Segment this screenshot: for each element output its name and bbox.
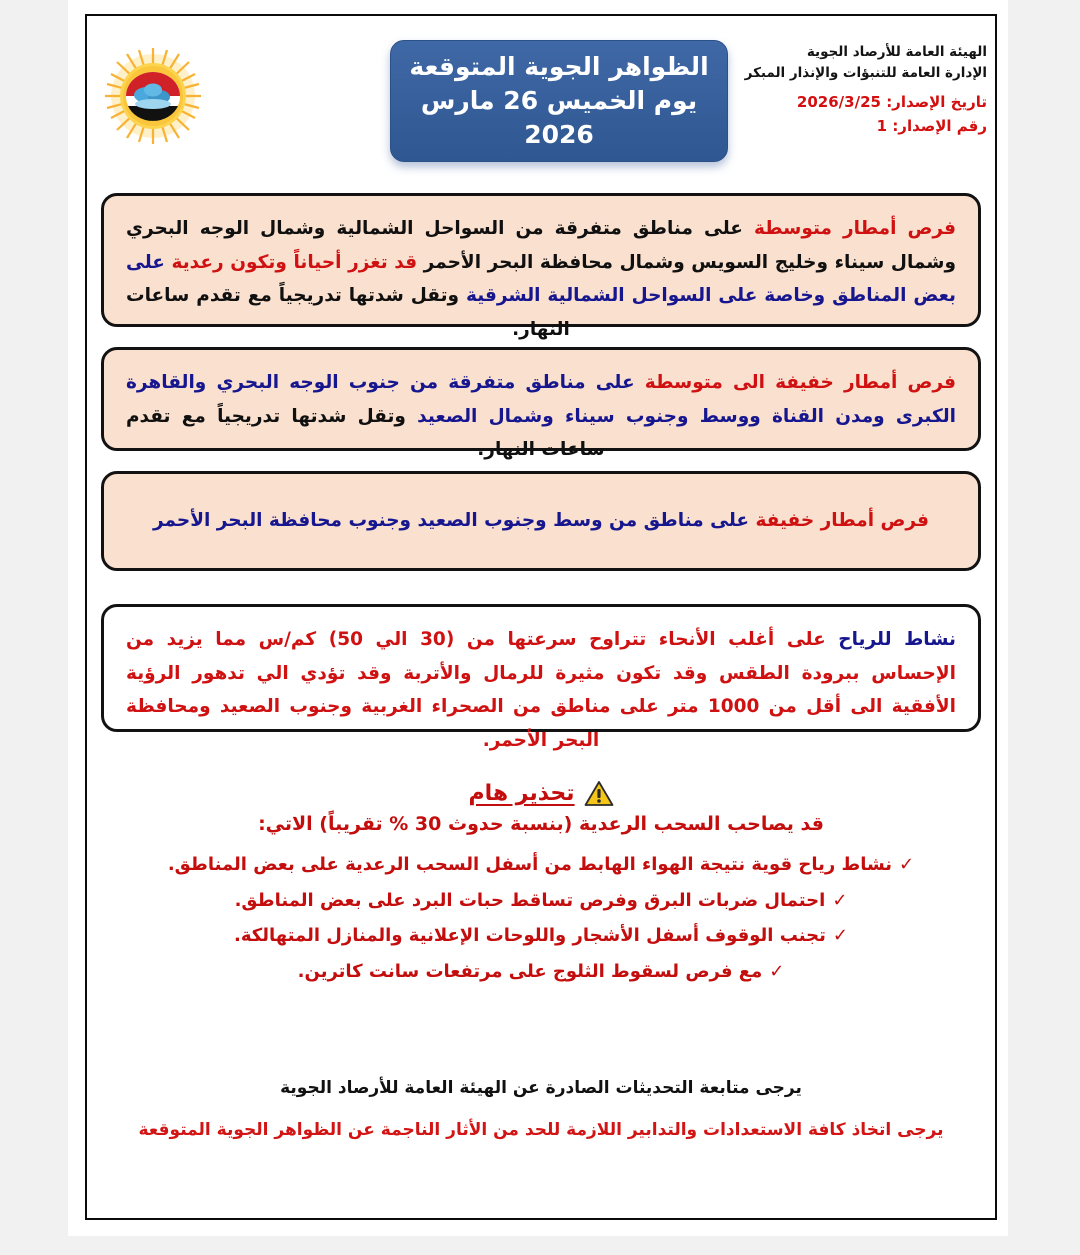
- organization-block: [717, 42, 987, 138]
- forecast-text: [126, 623, 956, 758]
- org-name: الهيئة العامة للأرصاد الجوية: [806, 44, 987, 60]
- document-footer: [85, 1078, 997, 1140]
- text-run: فرص أمطار متوسطة: [753, 218, 956, 239]
- warning-subtitle: قد يصاحب السحب الرعدية (بنسبة حدوث 30 % تقريباً) الاتي:: [258, 813, 824, 835]
- warning-list-item: [85, 954, 997, 990]
- org-department: الإدارة العامة للتنبؤات والإنذار المبكر: [744, 64, 987, 81]
- warning-title: تحذير هام: [468, 781, 575, 806]
- issue-number: [717, 115, 987, 138]
- issue-number-value: 1: [876, 117, 888, 136]
- warning-item-text: تجنب الوقوف أسفل الأشجار واللوحات الإعلانية والمنازل المتهالكة.: [234, 925, 826, 947]
- text-run: وتقل شدتها تدريجياً مع تقدم ساعات النهار.: [126, 285, 570, 340]
- forecast-text: [126, 212, 956, 347]
- forecast-box-wind-activity: [101, 604, 981, 751]
- forecast-box-upper-egypt-rain: [101, 471, 981, 571]
- issue-date: [717, 91, 987, 114]
- check-icon: ✓: [832, 925, 848, 947]
- sun-icon: [101, 44, 205, 148]
- document-header: [85, 16, 995, 176]
- forecast-box-northern-rain: [101, 193, 981, 340]
- warning-item-text: مع فرص لسقوط الثلوج على مرتفعات سانت كاترين.: [297, 960, 763, 982]
- text-run: فرص أمطار خفيفة الى متوسطة: [644, 372, 957, 393]
- footer-precautions-note: يرجى اتخاذ كافة الاستعدادات والتدابير اللازمة للحد من الأثار الناجمة عن الظواهر الجوية المتوقعة: [138, 1120, 944, 1140]
- issue-number-label: رقم الإصدار:: [892, 117, 987, 136]
- check-icon: ✓: [832, 889, 848, 911]
- text-run: على أغلب الأنحاء تتراوح سرعتها من (30 الي 50) كم/س مما يزيد من الإحساس ببرودة الطقس وقد تكون مثيرة للرمال والأتربة وقد تؤدي الي تدهور الرؤية الأفقية الى أقل من 1000 متر على مناطق من الصحراء الغربية وجنوب الصعيد ومحافظة البحر الأحمر.: [126, 629, 956, 751]
- footer-updates-note: يرجى متابعة التحديثات الصادرة عن الهيئة العامة للأرصاد الجوية: [280, 1078, 802, 1098]
- warning-triangle-icon: [584, 780, 614, 807]
- warning-list-item: [85, 847, 997, 883]
- page-title: الظواهر الجوية المتوقعة: [409, 52, 709, 82]
- warning-item-text: نشاط رياح قوية نتيجة الهواء الهابط من أسفل السحب الرعدية على بعض المناطق.: [167, 854, 893, 875]
- text-run: على بعض المناطق وخاصة على السواحل الشمالية الشرقية: [126, 251, 956, 307]
- important-warning-section: [85, 780, 997, 990]
- check-icon: ✓: [769, 960, 785, 982]
- warning-header-row: [85, 780, 997, 807]
- issue-date-value: 2026/3/25: [796, 92, 881, 111]
- report-date-title: يوم الخميس 26 مارس 2026: [420, 86, 698, 149]
- issue-date-label: تاريخ الإصدار:: [886, 92, 987, 111]
- text-run: وتقل شدتها تدريجياً مع تقدم ساعات النهار.: [126, 405, 605, 461]
- forecast-text: [126, 366, 956, 467]
- text-run: نشاط للرياح: [838, 629, 956, 650]
- warning-list-item: [85, 883, 997, 919]
- text-run: على مناطق من وسط وجنوب الصعيد وجنوب محافظة البحر الأحمر: [153, 510, 756, 532]
- ema-sun-cloud-logo: [101, 44, 205, 148]
- check-icon: ✓: [899, 854, 915, 875]
- forecast-text: [153, 504, 929, 538]
- report-title-banner: [390, 40, 728, 162]
- warning-item-text: احتمال ضربات البرق وفرص تساقط حبات البرد على بعض المناطق.: [234, 889, 826, 911]
- warning-list-item: [85, 918, 997, 954]
- warning-items-list: [85, 847, 997, 990]
- text-run: على مناطق متفرقة من جنوب الوجه البحري والقاهرة الكبرى ومدن القناة ووسط وجنوب سيناء وشمال الصعيد: [126, 372, 956, 427]
- text-run: فرص أمطار خفيفة: [755, 510, 929, 532]
- forecast-box-delta-cairo-rain: [101, 347, 981, 461]
- text-run: قد تغزر أحياناً وتكون رعدية: [171, 251, 418, 273]
- text-run: على مناطق متفرقة من السواحل الشمالية وشمال الوجه البحري وشمال سيناء وخليج السويس وشمال محافظة البحر الأحمر: [126, 218, 956, 273]
